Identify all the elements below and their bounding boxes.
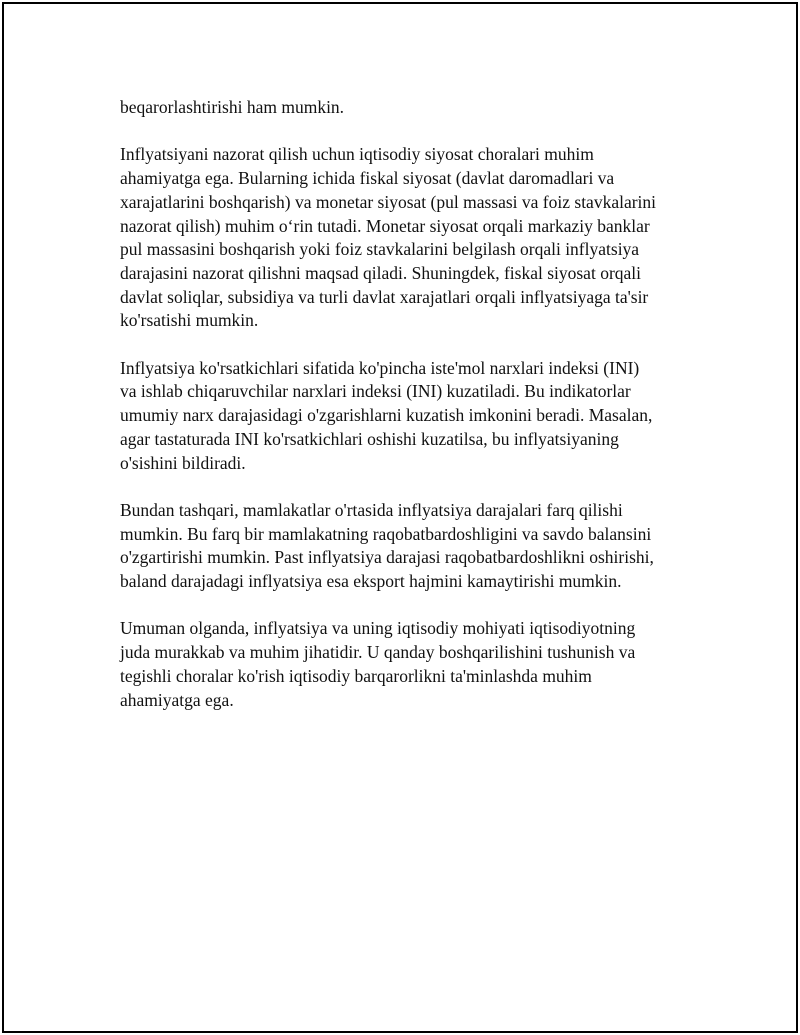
text-line: ahamiyatga ega. Bularning ichida fiskal siyosat (davlat daromadlari va: [120, 168, 615, 189]
text-line: o'sishini bildiradi.: [120, 452, 246, 473]
text-line: pul massasini boshqarish yoki foiz stavkalarini belgilash orqali inflyatsiya: [120, 239, 640, 260]
text-line: nazorat qilish) muhim o‘rin tutadi. Monetar siyosat orqali markaziy banklar: [120, 215, 650, 236]
paragraph-5: [120, 617, 700, 712]
paragraph-3: [120, 357, 700, 476]
text-line: agar tastaturada INI ko'rsatkichlari oshishi kuzatilsa, bu inflyatsiyaning: [120, 428, 619, 449]
document-page: [2, 2, 798, 1033]
text-line: davlat soliqlar, subsidiya va turli davlat xarajatlari orqali inflyatsiyaga ta'sir: [120, 286, 649, 307]
text-line: Inflyatsiyani nazorat qilish uchun iqtisodiy siyosat choralari muhim: [120, 144, 594, 165]
paragraph-2: [120, 143, 700, 333]
text-line: ko'rsatishi mumkin.: [120, 310, 259, 331]
text-line: umumiy narx darajasidagi o'zgarishlarni kuzatish imkonini beradi. Masalan,: [120, 405, 653, 426]
paragraph-1: [120, 96, 700, 120]
text-line: ahamiyatga ega.: [120, 689, 234, 710]
text-line: Inflyatsiya ko'rsatkichlari sifatida ko'pincha iste'mol narxlari indeksi (INI): [120, 357, 640, 378]
text-line: tegishli choralar ko'rish iqtisodiy barqarorlikni ta'minlashda muhim: [120, 665, 592, 686]
text-line: beqarorlashtirishi ham mumkin.: [120, 97, 345, 117]
text-line: mumkin. Bu farq bir mamlakatning raqobatbardoshligini va savdo balansini: [120, 523, 652, 544]
text-line: Umuman olganda, inflyatsiya va uning iqtisodiy mohiyati iqtisodiyotning: [120, 618, 636, 639]
paragraph-4: [120, 499, 700, 594]
text-line: Bundan tashqari, mamlakatlar o'rtasida inflyatsiya darajalari farq qilishi: [120, 499, 623, 520]
document-body: [120, 96, 700, 736]
text-line: darajasini nazorat qilishni maqsad qiladi. Shuningdek, fiskal siyosat orqali: [120, 262, 642, 283]
text-line: xarajatlarini boshqarish) va monetar siyosat (pul massasi va foiz stavkalarini: [120, 191, 657, 212]
text-line: baland darajadagi inflyatsiya esa eksport hajmini kamaytirishi mumkin.: [120, 571, 622, 592]
text-line: o'zgartirishi mumkin. Past inflyatsiya darajasi raqobatbardoshlikni oshirishi,: [120, 547, 654, 568]
text-line: juda murakkab va muhim jihatidir. U qanday boshqarilishini tushunish va: [120, 642, 636, 663]
text-line: va ishlab chiqaruvchilar narxlari indeksi (INI) kuzatiladi. Bu indikatorlar: [120, 381, 631, 402]
